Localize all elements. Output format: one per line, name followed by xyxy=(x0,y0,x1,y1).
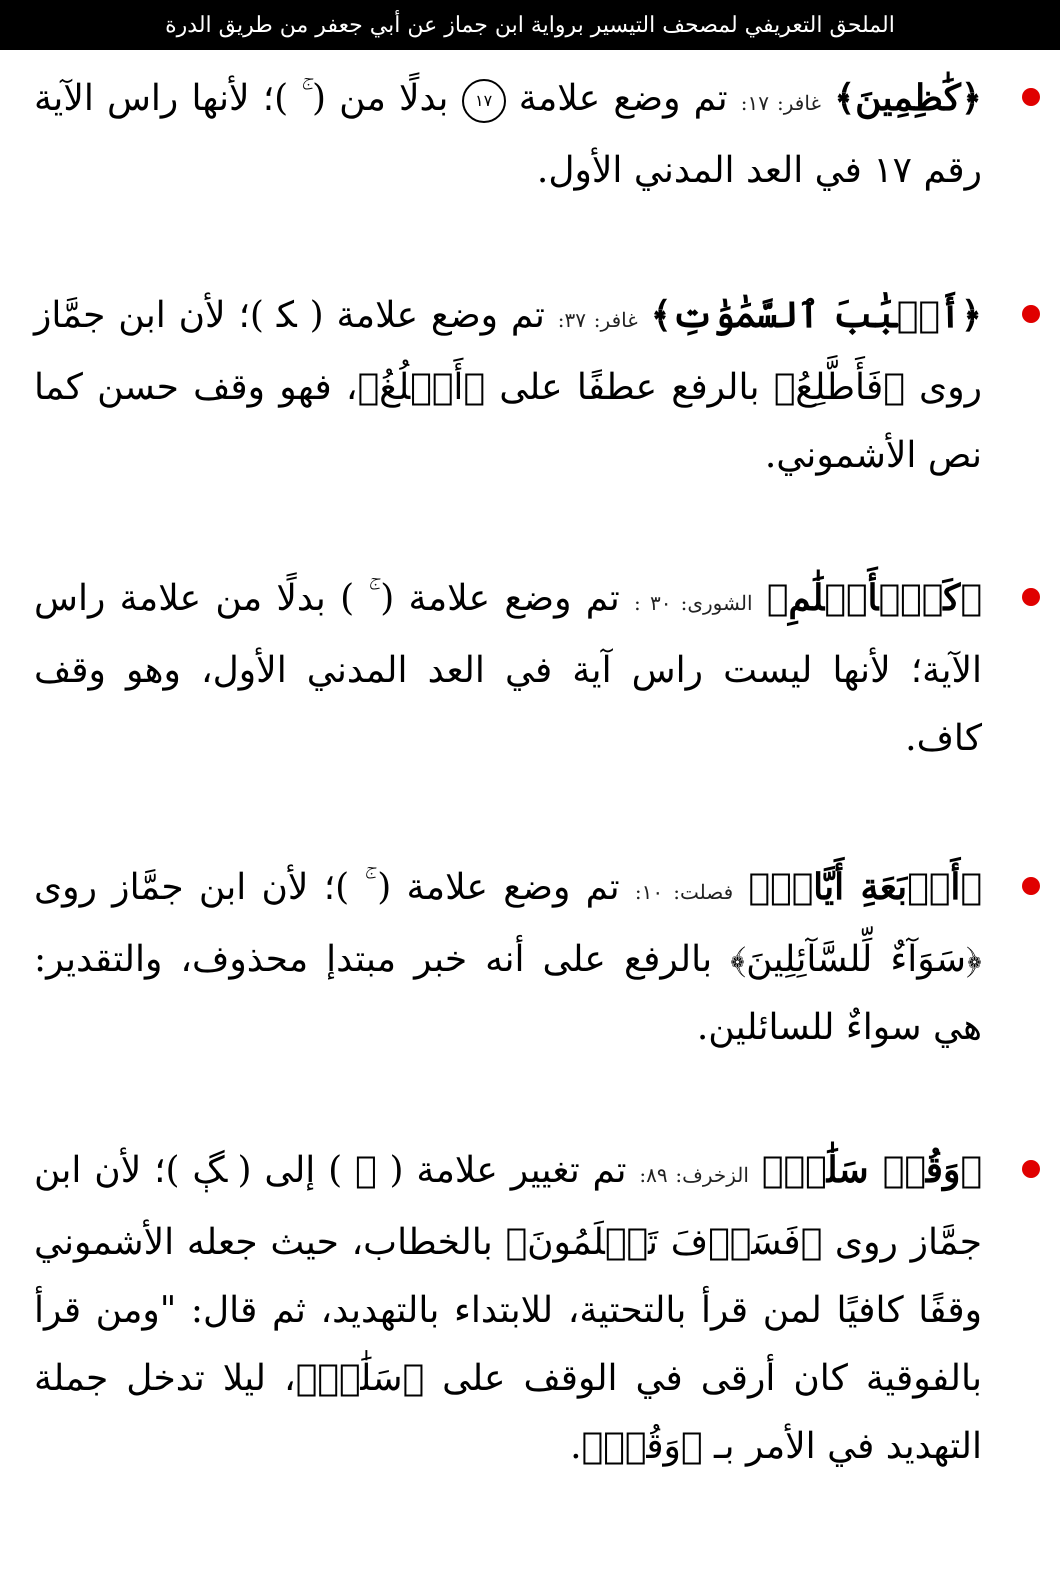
quran-word: ﴿كَٱلۡأَعۡلَٰمِ﴾ xyxy=(766,577,982,619)
surah-reference: فصلت: ١٠: xyxy=(634,880,734,904)
entry-text xyxy=(34,853,982,1062)
entry-body-cont: بدلًا من ( ۚ )؛ لأنها راس الآية رقم ١٧ في العد المدني الأول. xyxy=(34,78,982,191)
ayah-marker-icon: ١٧ xyxy=(462,79,506,123)
entry-body: تم وضع علامة ( ۚ )؛ لأن ابن جمَّاز روى ﴿سَوَآءٌ لِّلسَّآئِلِينَ﴾ بالرفع على أنه خبر مبتدإ محذوف، والتقدير: هي سواءٌ للسائلين. xyxy=(34,867,982,1048)
surah-reference: غافر: ١٧: xyxy=(740,91,821,115)
surah-reference: الشورى: ٣٠ : xyxy=(634,591,753,615)
bullet-icon xyxy=(1022,88,1040,106)
quran-word: ﴿وَقُلۡ سَلَٰمٞ﴾ xyxy=(761,1149,982,1191)
surah-reference: الزخرف: ٨٩: xyxy=(639,1163,749,1187)
entry-body: تم وضع علامة xyxy=(505,78,741,119)
entry-1 xyxy=(34,64,982,205)
page-header xyxy=(0,0,1060,50)
bullet-icon xyxy=(1022,588,1040,606)
header-title: الملحق التعريفي لمصحف التيسير برواية ابن جماز عن أبي جعفر من طريق الدرة xyxy=(165,12,895,38)
surah-reference: غافر: ٣٧: xyxy=(557,308,638,332)
entry-body: تم وضع علامة ( ﮑ )؛ لأن ابن جمَّاز روى ﴿فَأَطَّلِعُ﴾ بالرفع عطفًا على ﴿أَبۡلُغُ﴾، فهو وقف حسن كما نص الأشموني. xyxy=(34,295,982,476)
entry-text xyxy=(34,564,982,773)
entry-3 xyxy=(34,564,982,773)
entry-body: تم تغيير علامة ( ۚ ) إلى ( ﮗ )؛ لأن ابن جمَّاز روى ﴿فَسَوۡفَ تَعۡلَمُونَ﴾ بالخطاب، حيث جعله الأشموني وقفًا كافيًا لمن قرأ بالتحتية، للابتداء بالتهديد، ثم قال: "ومن قرأ بالفوقية كان أرقى في الوقف على ﴿سَلَٰمٞ﴾، ليلا تدخل جملة التهديد في الأمر بـ ﴿وَقُلۡ﴾. xyxy=(34,1150,982,1467)
bullet-icon xyxy=(1022,305,1040,323)
entry-text xyxy=(34,281,982,490)
document-body xyxy=(0,50,1060,1481)
entry-body: تم وضع علامة ( ۚ ) بدلًا من علامة راس الآية؛ لأنها ليست راس آية في العد المدني الأول، وهو وقف كاف. xyxy=(34,578,983,759)
entry-text xyxy=(34,64,982,205)
entry-4 xyxy=(34,853,982,1062)
bullet-icon xyxy=(1022,1160,1040,1178)
quran-word: ﴿أَرۡبَعَةِ أَيَّامٖ﴾ xyxy=(748,866,982,908)
quran-word: ﴿كَٰظِمِينَ﴾ xyxy=(834,77,982,119)
entry-5 xyxy=(34,1136,982,1481)
entry-text xyxy=(34,1136,982,1481)
entry-2 xyxy=(34,281,982,490)
quran-word: ﴿أَسۡبَٰبَ ٱلسَّمَٰوَٰتِ﴾ xyxy=(650,294,982,336)
bullet-icon xyxy=(1022,877,1040,895)
